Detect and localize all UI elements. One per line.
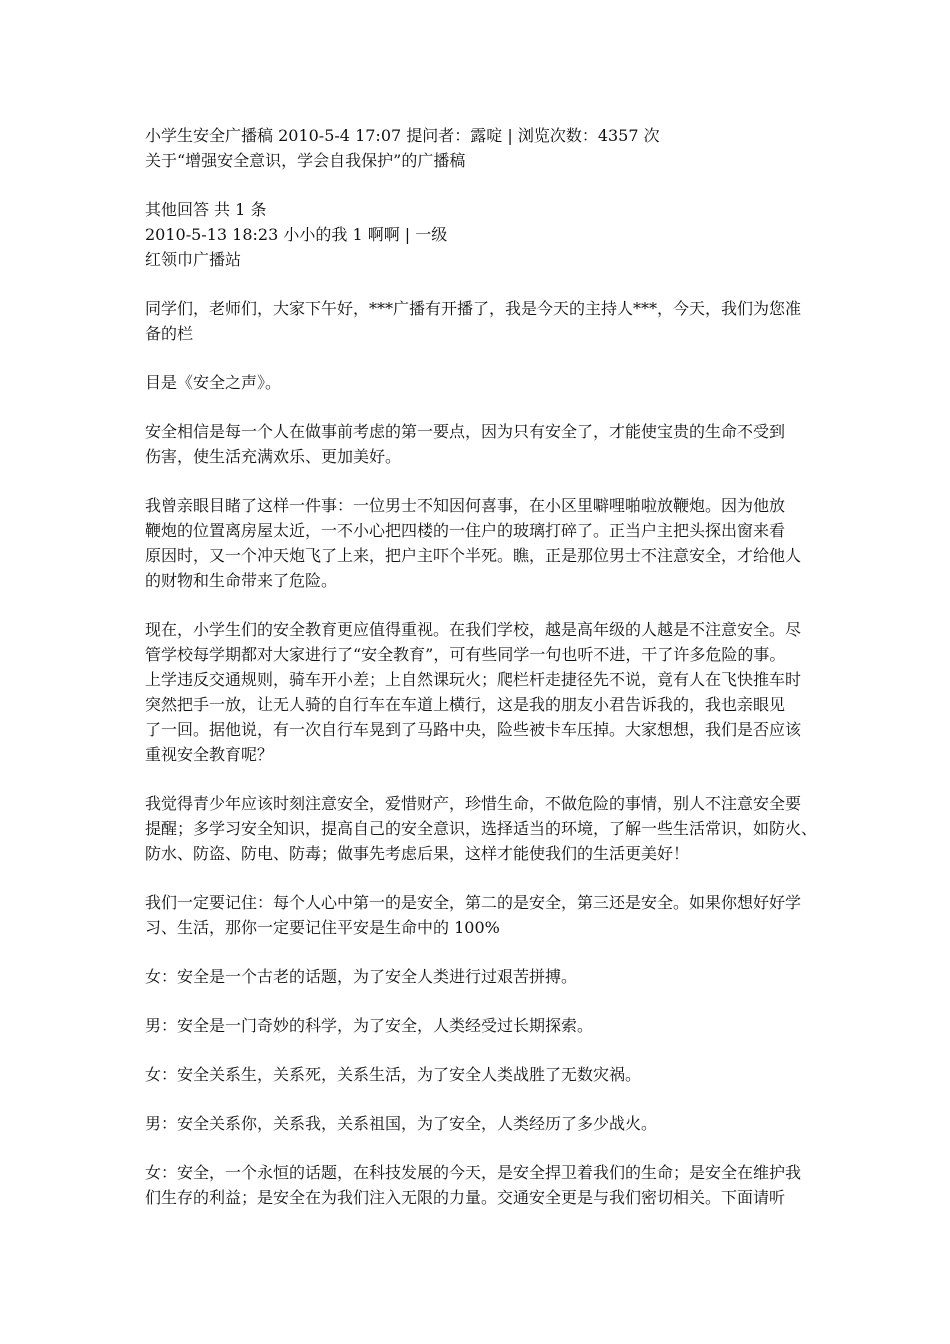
- question-subtitle-line: 关于“增强安全意识，学会自我保护”的广播稿: [145, 151, 466, 170]
- paragraph-line: 我曾亲眼目睹了这样一件事：一位男士不知因何喜事，在小区里噼哩啪啦放鞭炮。因为他放: [145, 496, 786, 515]
- paragraph: [145, 296, 817, 346]
- answer-count-line: 其他回答 共 1 条: [145, 200, 267, 219]
- paragraph-line: 习、生活，那你一定要记住平安是生命中的 100%: [145, 918, 500, 937]
- paragraph-line: 目是《安全之声》。: [145, 373, 282, 392]
- paragraph-line: 们生存的利益；是安全在为我们注入无限的力量。交通安全更是与我们密切相关。下面请听: [145, 1188, 786, 1207]
- paragraph-line: 男：安全是一门奇妙的科学，为了安全，人类经受过长期探索。: [145, 1016, 594, 1035]
- paragraph: [145, 617, 817, 767]
- paragraph-line: 了一回。据他说，有一次自行车晃到了马路中央，险些被卡车压掉。大家想想，我们是否应该: [145, 720, 802, 739]
- paragraph: [145, 370, 817, 395]
- paragraph-line: 同学们，老师们，大家下午好，***广播有开播了，我是今天的主持人***，今天，我们为您准: [145, 299, 802, 318]
- paragraph: [145, 1111, 817, 1136]
- answer-meta: [145, 197, 817, 272]
- paragraph: [145, 1160, 817, 1210]
- answer-heading-line: 红领巾广播站: [145, 250, 242, 269]
- paragraph-line: 提醒；多学习安全知识，提高自己的安全意识，选择适当的环境，了解一些生活常识，如防火、: [145, 819, 818, 838]
- paragraph-line: 管学校每学期都对大家进行了“安全教育”，可有些同学一句也听不进，干了许多危险的事。: [145, 645, 786, 664]
- question-title-line: 小学生安全广播稿 2010-5-4 17:07 提问者：露啶 | 浏览次数：4357 次: [145, 126, 660, 145]
- paragraph-line: 女：安全，一个永恒的话题，在科技发展的今天，是安全捍卫着我们的生命；是安全在维护我: [145, 1163, 802, 1182]
- paragraph-line: 突然把手一放，让无人骑的自行车在车道上横行，这是我的朋友小君告诉我的，我也亲眼见: [145, 695, 786, 714]
- paragraph-line: 现在，小学生们的安全教育更应值得重视。在我们学校，越是高年级的人越是不注意安全。尽: [145, 620, 802, 639]
- paragraph: [145, 964, 817, 989]
- paragraph-line: 我觉得青少年应该时刻注意安全，爱惜财产，珍惜生命，不做危险的事情，别人不注意安全要: [145, 794, 802, 813]
- paragraph-line: 原因时，又一个冲天炮飞了上来，把户主吓个半死。瞧，正是那位男士不注意安全，才给他人: [145, 546, 802, 565]
- paragraph: [145, 419, 817, 469]
- paragraph: [145, 493, 817, 593]
- paragraph: [145, 890, 817, 940]
- paragraph-line: 女：安全关系生，关系死，关系生活，为了安全人类战胜了无数灾祸。: [145, 1065, 642, 1084]
- paragraph-line: 女：安全是一个古老的话题，为了安全人类进行过艰苦拼搏。: [145, 967, 578, 986]
- answer-author-line: 2010-5-13 18:23 小小的我 1 啊啊 | 一级: [145, 225, 448, 244]
- question-header: [145, 123, 817, 173]
- paragraph-line: 伤害，使生活充满欢乐、更加美好。: [145, 447, 402, 466]
- paragraph-line: 上学违反交通规则，骑车开小差；上自然课玩火；爬栏杆走捷径先不说，竟有人在飞快推车时: [145, 670, 802, 689]
- paragraph-line: 鞭炮的位置离房屋太近，一不小心把四楼的一住户的玻璃打碎了。正当户主把头探出窗来看: [145, 521, 786, 540]
- paragraph-line: 我们一定要记住：每个人心中第一的是安全，第二的是安全，第三还是安全。如果你想好好学: [145, 893, 802, 912]
- paragraph-line: 防水、防盗、防电、防毒；做事先考虑后果，这样才能使我们的生活更美好！: [145, 844, 690, 863]
- paragraph-line: 备的栏: [145, 324, 194, 343]
- paragraph-line: 安全相信是每一个人在做事前考虑的第一要点，因为只有安全了，才能使宝贵的生命不受到: [145, 422, 786, 441]
- paragraph: [145, 791, 817, 866]
- paragraph: [145, 1013, 817, 1038]
- paragraph-line: 男：安全关系你，关系我，关系祖国，为了安全，人类经历了多少战火。: [145, 1114, 658, 1133]
- paragraph-line: 的财物和生命带来了危险。: [145, 571, 338, 590]
- paragraph-line: 重视安全教育呢？: [145, 745, 274, 764]
- document-page: [145, 123, 817, 1210]
- article-body: [145, 296, 817, 1210]
- paragraph: [145, 1062, 817, 1087]
